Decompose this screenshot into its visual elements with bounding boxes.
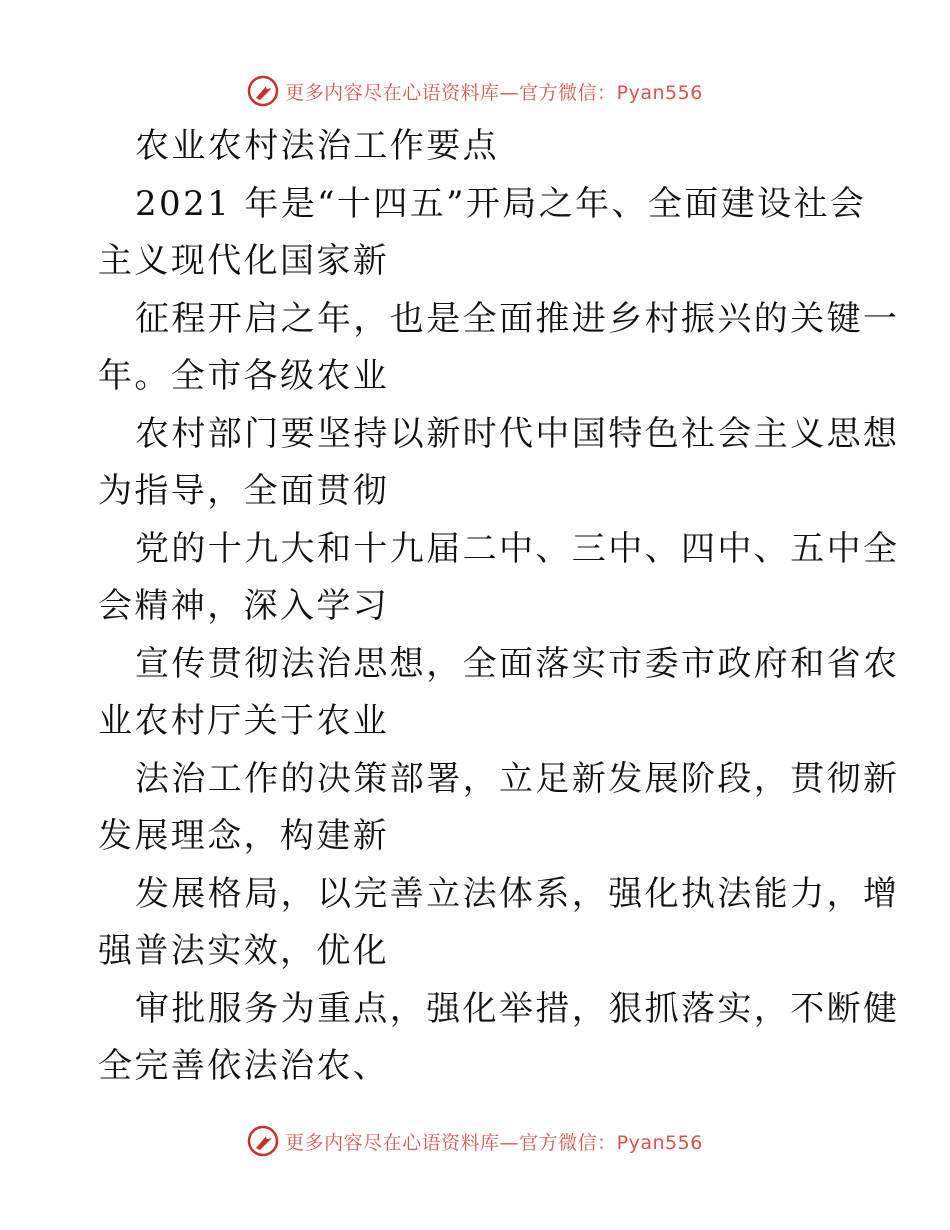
document-title: 农业农村法治工作要点 <box>135 126 499 166</box>
paragraph-line: 征程开启之年，也是全面推进乡村振兴的关键一 <box>135 298 900 339</box>
paragraph-line: 党的十九大和十九届二中、三中、四中、五中全 <box>135 528 900 569</box>
paragraph-line: 年。全市各级农业 <box>98 356 390 396</box>
document-body <box>98 118 900 1096</box>
paragraph-line: 法治工作的决策部署，立足新发展阶段，贯彻新 <box>135 758 900 799</box>
watermark-banner-top <box>0 71 950 111</box>
paragraph-line: 发展格局，以完善立法体系，强化执法能力，增 <box>135 873 900 914</box>
pen-nib-logo-icon <box>247 75 279 107</box>
paragraph-line: 业农村厅关于农业 <box>98 701 390 741</box>
watermark-banner-bottom <box>0 1121 950 1161</box>
watermark-text: 更多内容尽在心语资料库—官方微信：Pyan556 <box>285 1131 703 1154</box>
pen-nib-logo-icon <box>247 1125 279 1157</box>
paragraph-line: 会精神，深入学习 <box>98 586 390 626</box>
paragraph-line: 全完善依法治农、 <box>98 1046 390 1086</box>
paragraph-line: 主义现代化国家新 <box>98 241 390 281</box>
paragraph-line: 强普法实效，优化 <box>98 931 390 971</box>
watermark-text: 更多内容尽在心语资料库—官方微信：Pyan556 <box>285 81 703 104</box>
paragraph-line: 宣传贯彻法治思想，全面落实市委市政府和省农 <box>135 643 900 684</box>
paragraph-line: 发展理念，构建新 <box>98 816 390 856</box>
paragraph-line: 2021 年是“十四五”开局之年、全面建设社会 <box>135 183 867 224</box>
paragraph-line: 审批服务为重点，强化举措，狠抓落实，不断健 <box>135 988 900 1029</box>
paragraph-line: 农村部门要坚持以新时代中国特色社会主义思想 <box>135 413 900 454</box>
paragraph-line: 为指导，全面贯彻 <box>98 471 390 511</box>
